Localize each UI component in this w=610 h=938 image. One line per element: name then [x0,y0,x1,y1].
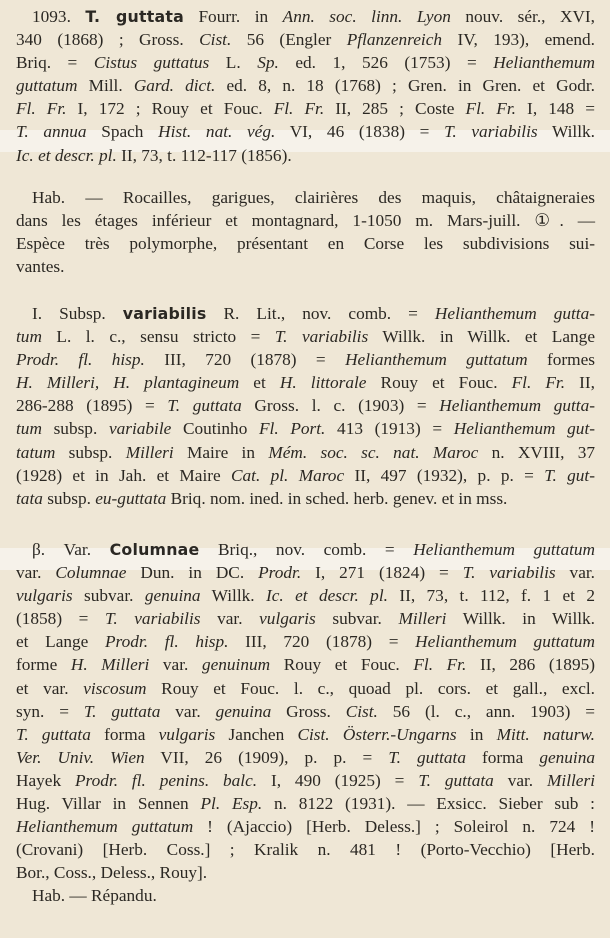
text-run: n. 8122 (1931). — Exsicc. Sieber sub : [262,794,595,814]
taxon-name: variabilis [122,304,207,323]
italic-text: H. littorale [279,373,367,393]
italic-text: Helianthemum gutta- [434,304,595,323]
text-run: II, 73, t. 112, f. 1 et 2 [387,586,595,606]
italic-text: tum [16,419,42,439]
text-run: Gross. l. c. (1903) = [241,396,440,416]
italic-text: Fl. Fr. [413,655,467,675]
italic-text: Helianthemum gutta- [439,396,595,416]
text-run: 56 (l. c., ann. 1903) = [377,701,596,721]
text-run: et var. [16,678,84,698]
text-run: 1093. [32,7,86,26]
text-line [0,417,610,440]
italic-text: Ic. et descr. pl. [16,145,117,165]
italic-text: Milleri [125,442,174,462]
text-run: subsp. [41,419,109,439]
italic-text: genuina [215,701,272,721]
text-run: var. [16,563,56,583]
text-line [0,5,610,28]
text-line [0,861,610,884]
text-run: II, [565,373,595,393]
italic-text: guttatum [16,76,78,96]
text-line [0,746,610,769]
text-line [0,792,610,815]
text-run: var. [160,701,216,721]
habitat-paragraph [0,186,610,278]
text-run: I. Subsp. [32,304,123,323]
text-run: var. [555,563,595,583]
italic-text: Ic. et descr. pl. [265,586,388,606]
text-run: β. Var. [32,540,110,559]
text-run: 56 (Engler [231,30,347,50]
text-line [0,255,610,278]
text-run: dans les étages inférieur et montagnard, 1-1050 m. Mars-juill. ①. — [16,211,595,231]
text-line [0,348,610,371]
text-run: var. [493,770,547,790]
text-line [0,884,610,907]
italic-text: Helianthemum [493,53,595,73]
text-run: forma [465,747,540,767]
text-run: L. l. c., sensu stricto = [41,327,275,347]
text-run: (1928) et in Jah. et Maire [16,465,231,485]
italic-text: T. guttata [16,724,91,744]
text-run: Spach [86,122,159,142]
text-line [0,97,610,120]
italic-text: Fl. Port. [259,419,326,439]
italic-text: Ann. soc. linn. Lyon [282,7,451,26]
italic-text: Cist. Österr.-Ungarns [297,724,457,744]
italic-text: eu-guttata [95,488,167,508]
text-run: II, 497 (1932), p. p. = [344,465,545,485]
text-run: Mill. [77,76,134,96]
text-run: Willk. [537,122,595,142]
text-run: Willk. in Willk. et Lange [368,327,595,347]
text-run: Briq. = [16,53,94,73]
italic-text: vulgaris [16,586,73,606]
text-line [0,325,610,348]
italic-text: T. variabilis [444,122,538,142]
italic-text: T. variabilis [105,609,201,629]
text-line [0,487,610,510]
text-run: ed. 1, 526 (1753) = [278,53,494,73]
text-line [0,538,610,561]
text-run: IV, 193), emend. [442,30,595,50]
text-line [0,51,610,74]
italic-text: Milleri [547,770,595,790]
text-run: Willk. in Willk. [446,609,596,629]
italic-text: Helianthemum guttatum [16,817,194,837]
variety-columnae-entry [0,538,610,908]
text-run: Hab. — Répandu. [32,886,157,906]
text-line [0,441,610,464]
italic-text: Helianthemum guttatum [415,632,596,652]
text-line [0,464,610,487]
text-run: VI, 46 (1838) = [275,122,445,142]
text-run: et Lange [16,632,105,652]
italic-text: genuina [539,747,595,767]
italic-text: Sp. [257,53,279,73]
text-run: II, 73, t. 112-117 (1856). [116,145,292,165]
italic-text: tatum [16,442,56,462]
text-line [0,700,610,723]
italic-text: T. annua [16,122,87,142]
italic-text: Milleri [398,609,447,629]
italic-text: Hist. nat. vég. [158,122,276,142]
italic-text: Fl. Fr. [511,373,566,393]
text-run: Briq., nov. comb. = [199,540,414,559]
italic-text: viscosum [83,678,147,698]
text-run: I, 148 = [515,99,595,119]
italic-text: Helianthemum gut- [453,419,596,439]
italic-text: Prodr. fl. hisp. [16,350,145,370]
italic-text: H. Milleri, H. plantagineum [16,373,240,393]
text-run: Hayek [16,770,75,790]
text-line [0,371,610,394]
text-run: formes [527,350,596,370]
text-line [0,677,610,700]
text-line [0,561,610,584]
text-line [0,120,610,143]
text-run: nouv. sér., XVI, [450,7,595,26]
text-run: var. [149,655,202,675]
text-run: II, 285 ; Coste [324,99,466,119]
text-line [0,28,610,51]
italic-text: vulgaris [259,609,316,629]
italic-text: Mitt. naturw. [496,724,595,744]
italic-text: variabile [108,419,172,439]
taxon-name: Columnae [109,540,200,559]
text-line [0,653,610,676]
italic-text: Fl. Fr. [273,99,325,119]
text-run: ! (Ajaccio) [Herb. Deless.] ; Soleirol n. 724 ! [193,817,596,837]
text-run: in [456,724,497,744]
text-run: Fourr. in [183,7,283,26]
italic-text: T. guttata [167,396,242,416]
text-run: I, 271 (1824) = [301,563,463,583]
text-run: I, 490 (1925) = [257,770,419,790]
italic-text: Pflanzenreich [346,30,443,50]
text-run: Bor., Coss., Deless., Rouy]. [16,863,208,883]
text-line [0,209,610,232]
italic-text: Ver. Univ. Wien [16,747,145,767]
italic-text: Fl. Fr. [16,99,67,119]
text-run: I, 172 ; Rouy et Fouc. [66,99,274,119]
text-run: III, 720 (1878) = [228,632,416,652]
text-run: Hug. Villar in Sennen [16,794,201,814]
text-line [0,723,610,746]
italic-text: tata [16,488,43,508]
italic-text: Cat. pl. Maroc [231,465,345,485]
text-line [0,74,610,97]
italic-text: Helianthemum guttatum [345,350,528,370]
text-run: forme [16,655,71,675]
text-run: Gross. [271,701,346,721]
text-line [0,838,610,861]
italic-text: Fl. Fr. [465,99,516,119]
italic-text: T. guttata [418,770,494,790]
italic-text: genuinum [201,655,271,675]
italic-text: vulgaris [158,724,216,744]
text-run: forma [90,724,159,744]
subspecies-variabilis-entry [0,302,610,510]
text-run: ed. 8, n. 18 (1768) ; Gren. in Gren. et Godr. [215,76,595,96]
italic-text: Cist. [345,701,378,721]
italic-text: Prodr. [258,563,302,583]
text-run: Espèce très polymorphe, présentant en Corse les subdivisions sui- [16,234,595,254]
text-run: subsp. [42,488,96,508]
italic-text: T. variabilis [274,327,369,347]
text-line [0,815,610,838]
text-run: Coutinho [171,419,259,439]
italic-text: T. gut- [544,465,595,485]
text-run: VII, 26 (1909), p. p. = [144,747,389,767]
italic-text: Pl. Esp. [200,794,263,814]
text-run: Willk. [200,586,266,606]
text-run: Rouy et Fouc. [366,373,512,393]
italic-text: Helianthemum guttatum [413,540,596,559]
text-run: et [239,373,280,393]
italic-text: Gard. dict. [133,76,216,96]
text-run: subsp. [55,442,126,462]
italic-text: Cist. [199,30,232,50]
italic-text: T. variabilis [462,563,556,583]
text-run: II, 286 (1895) [466,655,595,675]
text-run: subvar. [315,609,399,629]
italic-text: Cistus guttatus [93,53,210,73]
text-run: Hab. — Rocailles, garigues, clairières des maquis, châtaigneraies [32,188,595,207]
text-run: (1858) = [16,609,106,629]
text-run: 286-288 (1895) = [16,396,168,416]
italic-text: H. Milleri [70,655,150,675]
text-run: vantes. [16,257,65,277]
text-line [0,769,610,792]
text-run: Janchen [215,724,298,744]
text-run: Rouy et Fouc. l. c., quoad pl. cors. et gall., excl. [146,678,596,698]
italic-text: T. guttata [388,747,466,767]
text-line [0,302,610,325]
text-line [0,232,610,255]
text-run: 413 (1913) = [325,419,454,439]
text-run: syn. = [16,701,84,721]
italic-text: Mém. soc. sc. nat. Maroc [268,442,479,462]
text-run: 340 (1868) ; Gross. [16,30,200,50]
text-run: Briq. nom. ined. in sched. herb. genev. et in mss. [166,488,508,508]
text-run: Rouy et Fouc. [270,655,414,675]
italic-text: tum [16,327,42,347]
text-line [0,630,610,653]
text-run: var. [200,609,260,629]
text-line [0,144,610,167]
italic-text: T. guttata [83,701,161,721]
text-run: n. XVIII, 37 [478,442,596,462]
text-line [0,584,610,607]
taxon-name: T. guttata [85,7,184,26]
text-line [0,394,610,417]
text-run: R. Lit., nov. comb. = [206,304,435,323]
text-line [0,186,610,209]
text-run: Dun. in DC. [126,563,259,583]
species-1093-entry [0,5,610,167]
text-run: L. [209,53,258,73]
text-run: III, 720 (1878) = [144,350,346,370]
text-line [0,607,610,630]
italic-text: Prodr. fl. hisp. [105,632,229,652]
italic-text: Columnae [55,563,127,583]
text-run: subvar. [72,586,145,606]
text-run: (Crovani) [Herb. Coss.] ; Kralik n. 481 ! (Porto-Vecchio) [Herb. [16,840,595,860]
italic-text: genuina [144,586,201,606]
text-run: Maire in [173,442,269,462]
italic-text: Prodr. fl. penins. balc. [74,770,258,790]
